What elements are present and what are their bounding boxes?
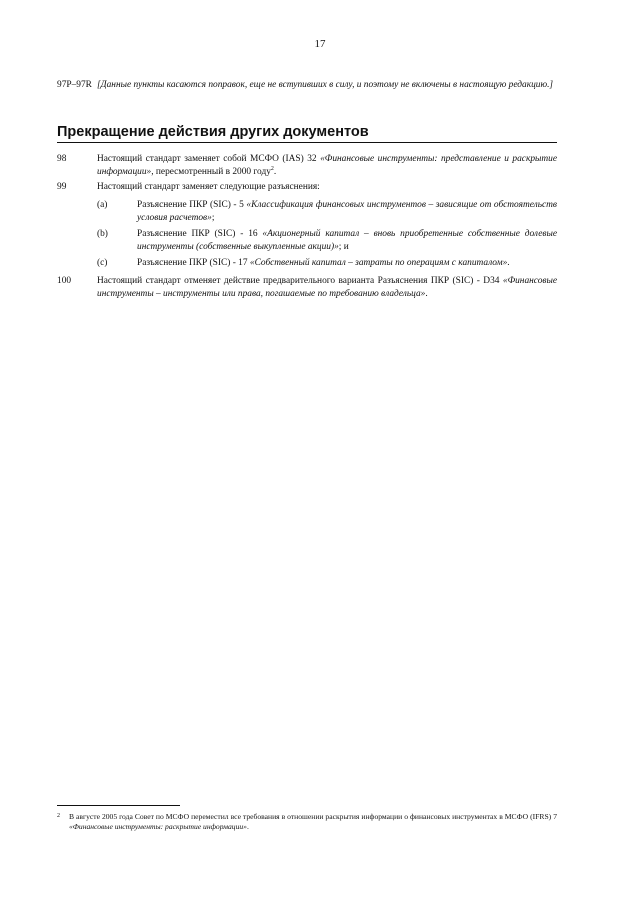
- paragraph-number: 99: [57, 182, 67, 192]
- page-number: 17: [314, 38, 326, 50]
- list-item-a: [97, 199, 557, 225]
- paragraph-text: Настоящий стандарт заменяет следующие разъяснения:: [97, 182, 320, 192]
- list-item-text: [137, 257, 557, 270]
- document-title: «Акционерный капитал – вновь приобретенные собственные долевые инструменты (собственные выкупленные акции)»: [137, 229, 557, 252]
- paragraph-number: 100: [57, 276, 72, 286]
- paragraph-text: [Данные пункты касаются поправок, еще не вступивших в силу, и поэтому не включены в настоящую редакцию.]: [97, 80, 554, 90]
- text-run: ; и: [338, 242, 349, 252]
- footnote-ref[interactable]: 2: [270, 165, 274, 172]
- list-item-b: [97, 228, 557, 254]
- text-run: Настоящий стандарт отменяет действие предварительного варианта Разъяснения ПКР (SIC) - D34: [97, 276, 503, 286]
- paragraph-number: 97P–97R: [57, 80, 92, 90]
- paragraph-text: [97, 275, 557, 301]
- text-run: Разъяснение ПКР (SIC) - 16: [137, 229, 263, 239]
- text-run: Разъяснение ПКР (SIC) - 17: [137, 258, 250, 268]
- footnote-number: 2: [57, 813, 60, 819]
- list-item-c: [97, 257, 557, 270]
- footnote: [57, 812, 557, 832]
- text-run: Настоящий стандарт заменяет собой МСФО (IAS) 32: [97, 154, 321, 164]
- text-run: .: [273, 167, 277, 177]
- text-run: , пересмотренный в 2000 году: [151, 167, 271, 177]
- footnote-text: [69, 812, 557, 832]
- footnote-divider: [57, 805, 180, 806]
- list-item-text: [137, 228, 557, 254]
- paragraph-97p-97r: [57, 79, 557, 92]
- document-title: «Собственный капитал – затраты по операциям с капиталом»: [249, 258, 508, 268]
- document-title: «Финансовые инструменты: раскрытие информации»: [69, 822, 247, 831]
- document-title: «Классификация финансовых инструментов – зависящие от обстоятельств условия расчетов»: [137, 200, 557, 223]
- text-run: .: [246, 822, 249, 831]
- paragraph-100: [57, 275, 557, 301]
- text-run: В августе 2005 года Совет по МСФО переместил все требования в отношении раскрытия информации о финансовых инструментах в МСФО (IFRS) 7: [69, 812, 557, 821]
- text-run: .: [425, 289, 428, 299]
- text-run: Разъяснение ПКР (SIC) - 5: [137, 200, 247, 210]
- paragraph-98: [57, 153, 557, 179]
- list-item-text: [137, 199, 557, 225]
- document-title: «Финансовые инструменты – инструменты или права, погашаемые по требованию владельца»: [97, 276, 557, 299]
- text-run: .: [507, 258, 510, 268]
- paragraph-99: [57, 181, 557, 194]
- list-item-marker: (b): [97, 229, 108, 239]
- paragraph-text: [97, 153, 557, 179]
- text-run: ;: [211, 213, 215, 223]
- document-title: «Финансовые инструменты: представление и раскрытие информации»: [97, 154, 557, 177]
- paragraph-number: 98: [57, 154, 67, 164]
- list-item-marker: (а): [97, 200, 108, 210]
- section-heading: Прекращение действия других документов: [57, 124, 557, 143]
- list-item-marker: (с): [97, 258, 108, 268]
